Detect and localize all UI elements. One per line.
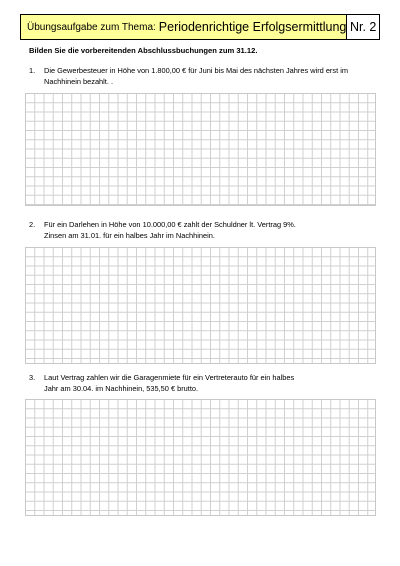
task-text — [44, 373, 389, 394]
answer-grid-3[interactable] — [25, 399, 376, 516]
task-line: Für ein Darlehen in Höhe von 10.000,00 € zahlt der Schuldner lt. Vertrag 9%. — [44, 220, 296, 229]
task-line: Nachhinein bezahlt. . — [44, 76, 114, 86]
task-line: Die Gewerbesteuer in Höhe von 1.800,00 € für Juni bis Mai des nächsten Jahres wird erst im — [44, 66, 348, 75]
header-topic: Periodenrichtige Erfolgsermittlung — [158, 20, 347, 34]
task-number: 3. — [29, 373, 36, 382]
task-line: Jahr am 30.04. im Nachhinein, 535,50 € brutto. — [44, 383, 199, 393]
answer-grid-2[interactable] — [25, 247, 376, 364]
answer-grid-1[interactable] — [25, 93, 376, 206]
header-title-box — [21, 15, 347, 39]
task-number: 1. — [29, 66, 36, 75]
task-text — [44, 220, 389, 241]
instruction-text: Bilden Sie die vorbereitenden Abschlussbuchungen zum 31.12. — [29, 46, 258, 55]
task-number: 2. — [29, 220, 36, 229]
header-prefix: Übungsaufgabe zum Thema: — [27, 21, 156, 33]
worksheet-header — [20, 14, 380, 40]
task-line: Zinsen am 31.01. für ein halbes Jahr im Nachhinein. — [44, 230, 215, 240]
task-text — [44, 66, 389, 87]
task-line: Laut Vertrag zahlen wir die Garagenmiete für ein Vertreterauto für ein halbes — [44, 373, 295, 382]
exercise-number: Nr. 2 — [349, 20, 377, 34]
